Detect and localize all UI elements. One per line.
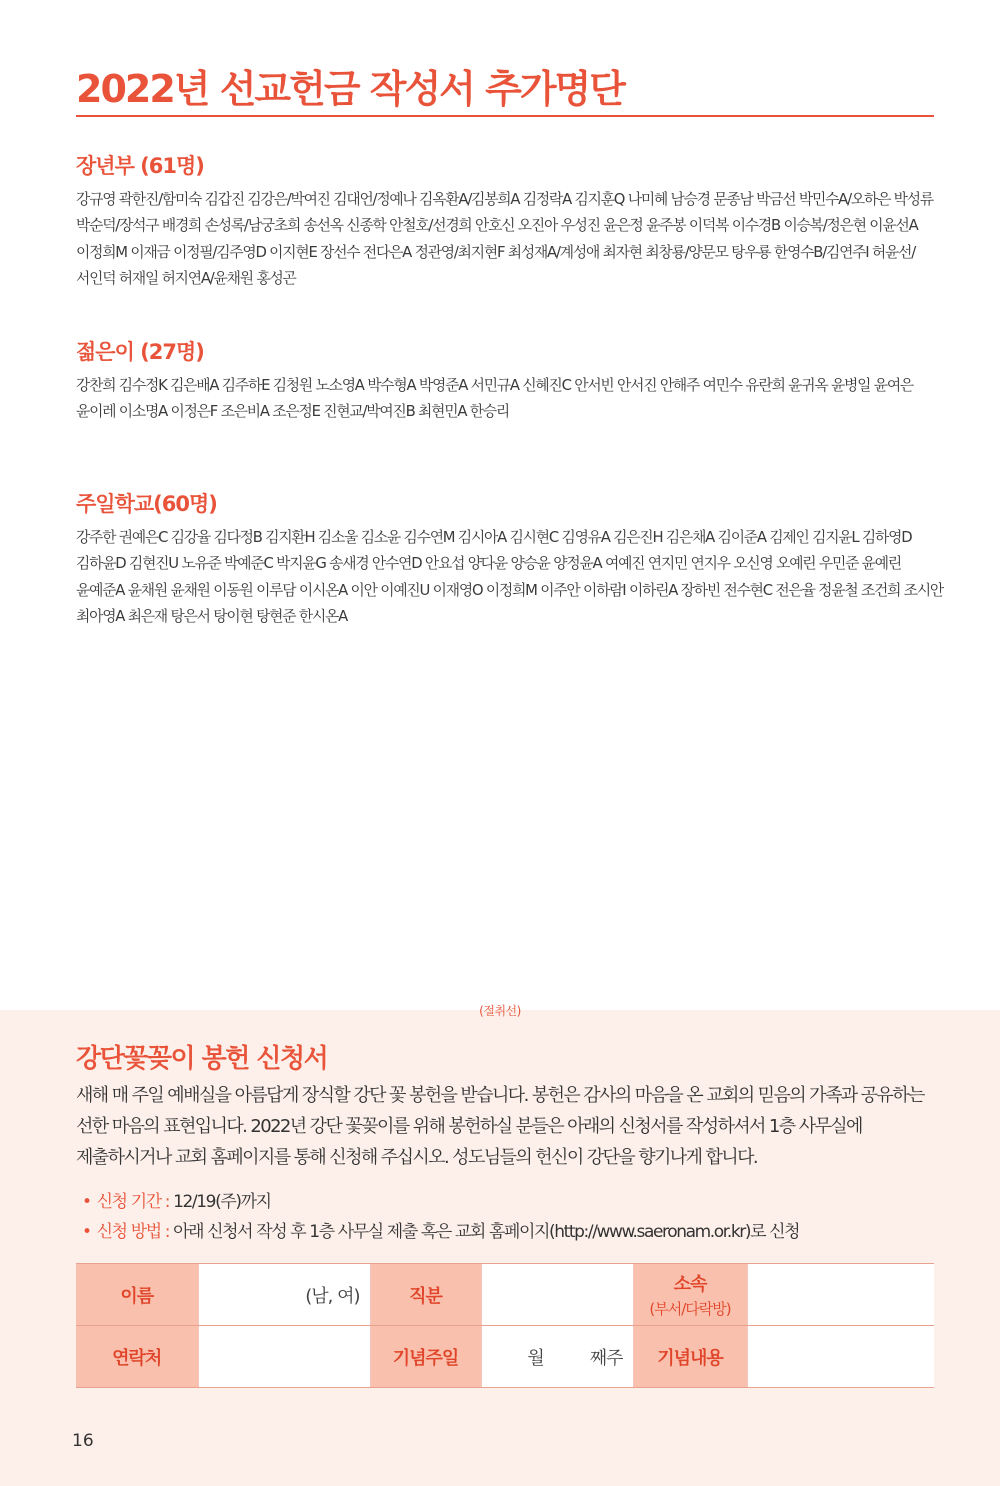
info-text: 아래 신청서 작성 후 1층 사무실 제출 혹은 교회 홈페이지(http://www.saeronam.or.kr)로 신청 [173,1222,800,1242]
form-intro: 새해 매 주일 예배실을 아름답게 장식할 강단 꽃 봉헌을 받습니다. 봉헌은 감사의 마음을 온 교회의 믿음의 가족과 공유하는 선한 마음의 표현입니다. 2022년 강단 꽃꽂이를 위해 봉헌하실 분들은 아래의 신청서를 작성하셔서 1층 사무실에 제출하시거나 교회 홈페이지를 통해 신청해 주십시오. 성도님들의 헌신이 강단을 향기나게 합니다. [76,1085,924,1168]
bullet-dot-icon: • [82,1222,91,1242]
section-adults [76,150,946,293]
page-number: 16 [72,1431,94,1451]
gender-option: (남, 여) [305,1285,360,1307]
info-method [82,1217,799,1247]
week-unit: 째주 [589,1347,623,1369]
bullet-dot-icon: • [82,1192,91,1212]
form-info-list [82,1187,799,1247]
title-divider [76,115,934,117]
section-heading: 젊은이 (27명) [76,340,204,364]
position-label: 직분 [370,1264,481,1326]
affiliation-field[interactable] [747,1264,934,1326]
name-list: 강주한 권예은C 김강율 김다정B 김지환H 김소울 김소윤 김수연M 김시아A 김시현C 김영유A 김은진H 김은채A 김이준A 김제인 김지윤L 김하영D 김하윤D 김현진U 노유준 박예준C 박지윤G 송새경 안수연D 안요섭 양다윤 양승윤 양정윤A 여예진 연지민 연지우 오신영 오예린 우민준 윤예린 윤예준A 윤채원 윤채원 이동원 이루담 이시온A 이안 이예진U 이재영O 이정희M 이주안 이하람I 이하린A 장하빈 전수현C 전은율 정윤철 조건희 조시안 최아영A 최은재 탕은서 탕이현 탕현준 한시온A [76,529,944,626]
name-list: 강찬희 김수정K 김은배A 김주하E 김청원 노소영A 박수형A 박영준A 서민규A 신혜진C 안서빈 안서진 안해주 여민수 유란희 윤귀옥 윤병일 윤여은 윤이레 이소명A 이정은F 조은비A 조은정E 진현교/박여진B 최현민A 한승리 [76,377,914,421]
info-period [82,1187,799,1217]
section-heading: 주일학교(60명) [76,492,217,516]
memorial-content-field[interactable] [747,1326,934,1388]
affiliation-sub-label: (부서/다락방) [649,1300,731,1318]
memorial-sunday-label: 기념주일 [370,1326,481,1388]
name-label: 이름 [76,1264,198,1326]
application-table [76,1263,934,1388]
section-heading: 장년부 (61명) [76,154,204,178]
table-row [76,1264,934,1326]
affiliation-label [633,1264,747,1326]
section-sunday-school [76,488,946,631]
contact-label: 연락처 [76,1326,198,1388]
memorial-content-label: 기념내용 [633,1326,747,1388]
month-unit: 월 [527,1347,544,1369]
name-field[interactable] [198,1264,370,1326]
info-label: 신청 방법 : [96,1222,170,1242]
memorial-sunday-field[interactable] [481,1326,633,1388]
info-text: 12/19(주)까지 [173,1192,271,1212]
affiliation-label-text: 소속 [673,1274,707,1295]
page-title: 2022년 선교헌금 작성서 추가명단 [76,67,624,111]
position-field[interactable] [481,1264,633,1326]
form-title: 강단꽃꽂이 봉헌 신청서 [76,1044,328,1074]
info-label: 신청 기간 : [96,1192,170,1212]
section-youth [76,336,946,426]
contact-field[interactable] [198,1326,370,1388]
table-row [76,1326,934,1388]
name-list: 강규영 곽한진/함미숙 김갑진 김강은/박여진 김대언/정예나 김옥환A/김봉희A 김정락A 김지훈Q 나미혜 남승경 문종남 박금선 박민수A/오하은 박성류 박순덕/장석구 배경희 손성록/남궁초희 송선옥 신종학 안철호/선경희 안호신 오진아 우성진 윤은정 윤주봉 이덕복 이수경B 이승복/정은현 이윤선A 이정희M 이재금 이정필/김주영D 이지현E 장선수 전다은A 정관영/최지현F 최성재A/계성애 최자현 최창룡/양문모 탕우룡 한영수B/김연주I 허윤선/서인덕 허재일 허지연A/윤채원 홍성곤 [76,191,933,288]
cut-line-label: (절취선) [479,1004,521,1018]
